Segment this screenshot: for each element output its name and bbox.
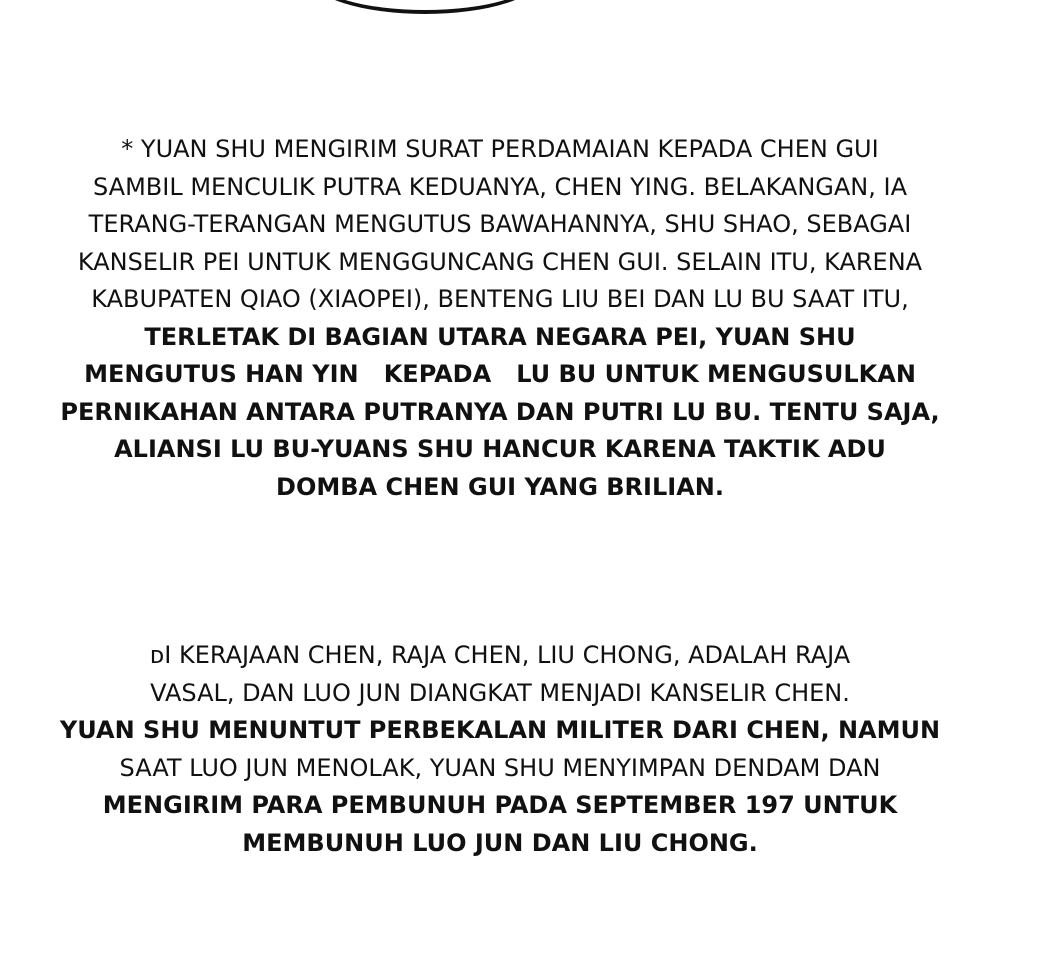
caption-1-line-10: DOMBA CHEN GUI YANG BRILIAN.	[276, 472, 724, 501]
caption-2-line-3: YUAN SHU MENUNTUT PERBEKALAN MILITER DARI CHEN, NAMUN	[59, 716, 941, 744]
caption-1-line-4: KANSELIR PEI UNTUK MENGGUNCANG CHEN GUI. SELAIN ITU, KARENA	[77, 247, 923, 276]
caption-2-line-4: SAAT LUO JUN MENOLAK, YUAN SHU MENYIMPAN DENDAM DAN	[119, 753, 881, 782]
caption-2-line-6: MEMBUNUH LUO JUN DAN LIU CHONG.	[242, 828, 758, 857]
caption-2-line-1: ᴅI KERAJAAN CHEN, RAJA CHEN, LIU CHONG, ADALAH RAJA	[149, 641, 851, 669]
caption-1-line-9: ALIANSI LU BU-YUANS SHU HANCUR KARENA TAKTIK ADU	[114, 435, 886, 463]
caption-1-line-2: SAMBIL MENCULIK PUTRA KEDUANYA, CHEN YING. BELAKANGAN, IA	[92, 172, 908, 201]
caption-2-line-2: VASAL, DAN LUO JUN DIANGKAT MENJADI KANSELIR CHEN.	[150, 678, 850, 707]
caption-1-line-7: MENGUTUS HAN YIN KEPADA LU BU UNTUK MENGUSULKAN	[84, 360, 916, 388]
caption-1-line-1: * YUAN SHU MENGIRIM SURAT PERDAMAIAN KEPADA CHEN GUI	[121, 135, 879, 163]
caption-1-line-6: TERLETAK DI BAGIAN UTARA NEGARA PEI, YUAN SHU	[144, 322, 856, 351]
caption-1-line-5: KABUPATEN QIAO (XIAOPEI), BENTENG LIU BEI DAN LU BU SAAT ITU,	[91, 285, 909, 313]
caption-1-line-8: PERNIKAHAN ANTARA PUTRANYA DAN PUTRI LU BU. TENTU SAJA,	[60, 397, 940, 426]
caption-2-line-5: MENGIRIM PARA PEMBUNUH PADA SEPTEMBER 197 UNTUK	[102, 791, 898, 819]
caption-1-line-3: TERANG-TERANGAN MENGUTUS BAWAHANNYA, SHU SHAO, SEBAGAI	[88, 210, 912, 238]
caption-block-1	[40, 131, 960, 506]
speech-bubble-edge	[310, 0, 540, 14]
caption-block-2	[40, 637, 960, 862]
